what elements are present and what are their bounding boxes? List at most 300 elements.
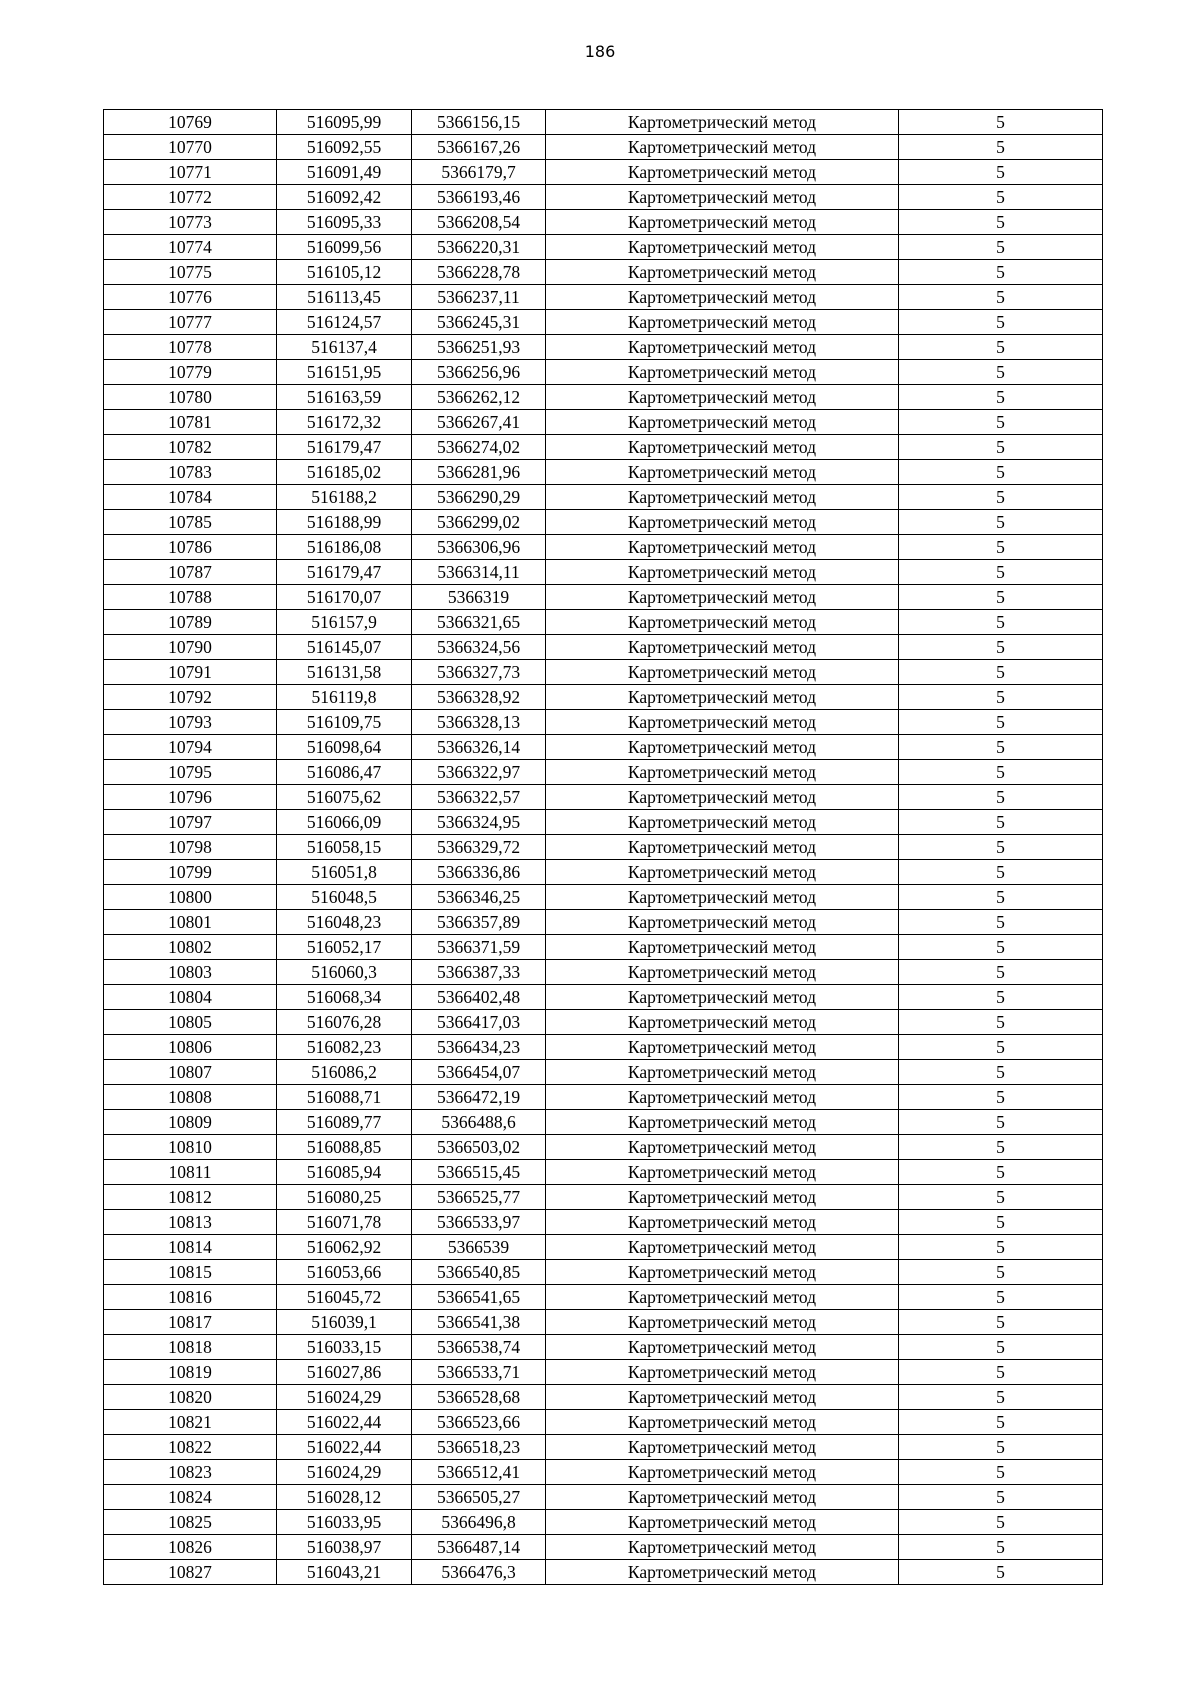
- y-coordinate-cell: 5366533,97: [412, 1210, 546, 1235]
- y-coordinate-cell: 5366274,02: [412, 435, 546, 460]
- y-coordinate-cell: 5366208,54: [412, 210, 546, 235]
- x-coordinate-cell: 516095,33: [277, 210, 412, 235]
- method-cell: Картометрический метод: [546, 1410, 899, 1435]
- accuracy-cell: 5: [899, 1110, 1103, 1135]
- table-row: [104, 1360, 1103, 1385]
- point-number-cell: 10779: [104, 360, 277, 385]
- accuracy-cell: 5: [899, 210, 1103, 235]
- y-coordinate-cell: 5366525,77: [412, 1185, 546, 1210]
- x-coordinate-cell: 516033,15: [277, 1335, 412, 1360]
- accuracy-cell: 5: [899, 1285, 1103, 1310]
- table-row: [104, 1510, 1103, 1535]
- point-number-cell: 10803: [104, 960, 277, 985]
- accuracy-cell: 5: [899, 485, 1103, 510]
- accuracy-cell: 5: [899, 1560, 1103, 1585]
- accuracy-cell: 5: [899, 335, 1103, 360]
- table-row: [104, 1235, 1103, 1260]
- x-coordinate-cell: 516119,8: [277, 685, 412, 710]
- table-row: [104, 260, 1103, 285]
- y-coordinate-cell: 5366541,38: [412, 1310, 546, 1335]
- table-row: [104, 360, 1103, 385]
- accuracy-cell: 5: [899, 735, 1103, 760]
- x-coordinate-cell: 516188,2: [277, 485, 412, 510]
- x-coordinate-cell: 516172,32: [277, 410, 412, 435]
- table-row: [104, 135, 1103, 160]
- method-cell: Картометрический метод: [546, 1535, 899, 1560]
- accuracy-cell: 5: [899, 610, 1103, 635]
- y-coordinate-cell: 5366251,93: [412, 335, 546, 360]
- point-number-cell: 10815: [104, 1260, 277, 1285]
- point-number-cell: 10825: [104, 1510, 277, 1535]
- method-cell: Картометрический метод: [546, 260, 899, 285]
- y-coordinate-cell: 5366193,46: [412, 185, 546, 210]
- accuracy-cell: 5: [899, 1060, 1103, 1085]
- x-coordinate-cell: 516080,25: [277, 1185, 412, 1210]
- point-number-cell: 10781: [104, 410, 277, 435]
- y-coordinate-cell: 5366328,13: [412, 710, 546, 735]
- x-coordinate-cell: 516062,92: [277, 1235, 412, 1260]
- table-row: [104, 110, 1103, 135]
- table-row: [104, 885, 1103, 910]
- method-cell: Картометрический метод: [546, 560, 899, 585]
- y-coordinate-cell: 5366262,12: [412, 385, 546, 410]
- table-row: [104, 1460, 1103, 1485]
- point-number-cell: 10824: [104, 1485, 277, 1510]
- point-number-cell: 10772: [104, 185, 277, 210]
- y-coordinate-cell: 5366245,31: [412, 310, 546, 335]
- y-coordinate-cell: 5366322,97: [412, 760, 546, 785]
- x-coordinate-cell: 516085,94: [277, 1160, 412, 1185]
- x-coordinate-cell: 516091,49: [277, 160, 412, 185]
- y-coordinate-cell: 5366371,59: [412, 935, 546, 960]
- point-number-cell: 10811: [104, 1160, 277, 1185]
- point-number-cell: 10808: [104, 1085, 277, 1110]
- y-coordinate-cell: 5366505,27: [412, 1485, 546, 1510]
- table-row: [104, 1310, 1103, 1335]
- y-coordinate-cell: 5366324,56: [412, 635, 546, 660]
- y-coordinate-cell: 5366402,48: [412, 985, 546, 1010]
- method-cell: Картометрический метод: [546, 1485, 899, 1510]
- y-coordinate-cell: 5366387,33: [412, 960, 546, 985]
- y-coordinate-cell: 5366496,8: [412, 1510, 546, 1535]
- accuracy-cell: 5: [899, 835, 1103, 860]
- accuracy-cell: 5: [899, 1135, 1103, 1160]
- point-number-cell: 10823: [104, 1460, 277, 1485]
- table-row: [104, 1385, 1103, 1410]
- table-row: [104, 1010, 1103, 1035]
- method-cell: Картометрический метод: [546, 360, 899, 385]
- y-coordinate-cell: 5366237,11: [412, 285, 546, 310]
- x-coordinate-cell: 516086,2: [277, 1060, 412, 1085]
- method-cell: Картометрический метод: [546, 1560, 899, 1585]
- method-cell: Картометрический метод: [546, 235, 899, 260]
- accuracy-cell: 5: [899, 1460, 1103, 1485]
- x-coordinate-cell: 516151,95: [277, 360, 412, 385]
- accuracy-cell: 5: [899, 185, 1103, 210]
- table-row: [104, 1285, 1103, 1310]
- accuracy-cell: 5: [899, 235, 1103, 260]
- x-coordinate-cell: 516131,58: [277, 660, 412, 685]
- accuracy-cell: 5: [899, 1435, 1103, 1460]
- x-coordinate-cell: 516075,62: [277, 785, 412, 810]
- point-number-cell: 10810: [104, 1135, 277, 1160]
- point-number-cell: 10807: [104, 1060, 277, 1085]
- y-coordinate-cell: 5366434,23: [412, 1035, 546, 1060]
- table-row: [104, 935, 1103, 960]
- table-row: [104, 860, 1103, 885]
- table-row: [104, 985, 1103, 1010]
- accuracy-cell: 5: [899, 685, 1103, 710]
- coordinates-table: [103, 109, 1103, 1585]
- x-coordinate-cell: 516137,4: [277, 335, 412, 360]
- table-row: [104, 1160, 1103, 1185]
- method-cell: Картометрический метод: [546, 1210, 899, 1235]
- method-cell: Картометрический метод: [546, 1335, 899, 1360]
- method-cell: Картометрический метод: [546, 1435, 899, 1460]
- method-cell: Картометрический метод: [546, 185, 899, 210]
- x-coordinate-cell: 516086,47: [277, 760, 412, 785]
- table-row: [104, 535, 1103, 560]
- x-coordinate-cell: 516027,86: [277, 1360, 412, 1385]
- method-cell: Картометрический метод: [546, 985, 899, 1010]
- x-coordinate-cell: 516048,23: [277, 910, 412, 935]
- y-coordinate-cell: 5366281,96: [412, 460, 546, 485]
- table-row: [104, 785, 1103, 810]
- x-coordinate-cell: 516024,29: [277, 1385, 412, 1410]
- method-cell: Картометрический метод: [546, 535, 899, 560]
- table-row: [104, 285, 1103, 310]
- x-coordinate-cell: 516039,1: [277, 1310, 412, 1335]
- y-coordinate-cell: 5366256,96: [412, 360, 546, 385]
- method-cell: Картометрический метод: [546, 460, 899, 485]
- method-cell: Картометрический метод: [546, 1460, 899, 1485]
- method-cell: Картометрический метод: [546, 510, 899, 535]
- x-coordinate-cell: 516053,66: [277, 1260, 412, 1285]
- point-number-cell: 10818: [104, 1335, 277, 1360]
- table-row: [104, 185, 1103, 210]
- method-cell: Картометрический метод: [546, 860, 899, 885]
- method-cell: Картометрический метод: [546, 135, 899, 160]
- accuracy-cell: 5: [899, 1485, 1103, 1510]
- method-cell: Картометрический метод: [546, 1160, 899, 1185]
- y-coordinate-cell: 5366488,6: [412, 1110, 546, 1135]
- accuracy-cell: 5: [899, 1210, 1103, 1235]
- table-row: [104, 235, 1103, 260]
- accuracy-cell: 5: [899, 160, 1103, 185]
- x-coordinate-cell: 516066,09: [277, 810, 412, 835]
- y-coordinate-cell: 5366539: [412, 1235, 546, 1260]
- method-cell: Картометрический метод: [546, 685, 899, 710]
- point-number-cell: 10798: [104, 835, 277, 860]
- method-cell: Картометрический метод: [546, 585, 899, 610]
- y-coordinate-cell: 5366321,65: [412, 610, 546, 635]
- y-coordinate-cell: 5366346,25: [412, 885, 546, 910]
- method-cell: Картометрический метод: [546, 635, 899, 660]
- point-number-cell: 10795: [104, 760, 277, 785]
- y-coordinate-cell: 5366336,86: [412, 860, 546, 885]
- accuracy-cell: 5: [899, 110, 1103, 135]
- table-row: [104, 635, 1103, 660]
- y-coordinate-cell: 5366324,95: [412, 810, 546, 835]
- accuracy-cell: 5: [899, 1535, 1103, 1560]
- accuracy-cell: 5: [899, 1035, 1103, 1060]
- y-coordinate-cell: 5366220,31: [412, 235, 546, 260]
- point-number-cell: 10786: [104, 535, 277, 560]
- table-row: [104, 460, 1103, 485]
- point-number-cell: 10796: [104, 785, 277, 810]
- x-coordinate-cell: 516095,99: [277, 110, 412, 135]
- point-number-cell: 10773: [104, 210, 277, 235]
- x-coordinate-cell: 516088,71: [277, 1085, 412, 1110]
- y-coordinate-cell: 5366327,73: [412, 660, 546, 685]
- x-coordinate-cell: 516048,5: [277, 885, 412, 910]
- y-coordinate-cell: 5366167,26: [412, 135, 546, 160]
- x-coordinate-cell: 516188,99: [277, 510, 412, 535]
- y-coordinate-cell: 5366179,7: [412, 160, 546, 185]
- y-coordinate-cell: 5366538,74: [412, 1335, 546, 1360]
- y-coordinate-cell: 5366299,02: [412, 510, 546, 535]
- table-row: [104, 1560, 1103, 1585]
- table-row: [104, 310, 1103, 335]
- accuracy-cell: 5: [899, 1010, 1103, 1035]
- point-number-cell: 10804: [104, 985, 277, 1010]
- y-coordinate-cell: 5366319: [412, 585, 546, 610]
- method-cell: Картометрический метод: [546, 1085, 899, 1110]
- point-number-cell: 10770: [104, 135, 277, 160]
- table-row: [104, 960, 1103, 985]
- x-coordinate-cell: 516170,07: [277, 585, 412, 610]
- x-coordinate-cell: 516092,42: [277, 185, 412, 210]
- point-number-cell: 10792: [104, 685, 277, 710]
- x-coordinate-cell: 516145,07: [277, 635, 412, 660]
- method-cell: Картометрический метод: [546, 610, 899, 635]
- point-number-cell: 10800: [104, 885, 277, 910]
- point-number-cell: 10826: [104, 1535, 277, 1560]
- point-number-cell: 10774: [104, 235, 277, 260]
- y-coordinate-cell: 5366326,14: [412, 735, 546, 760]
- method-cell: Картометрический метод: [546, 785, 899, 810]
- x-coordinate-cell: 516045,72: [277, 1285, 412, 1310]
- accuracy-cell: 5: [899, 935, 1103, 960]
- x-coordinate-cell: 516033,95: [277, 1510, 412, 1535]
- y-coordinate-cell: 5366454,07: [412, 1060, 546, 1085]
- table-row: [104, 1260, 1103, 1285]
- method-cell: Картометрический метод: [546, 735, 899, 760]
- accuracy-cell: 5: [899, 135, 1103, 160]
- accuracy-cell: 5: [899, 760, 1103, 785]
- accuracy-cell: 5: [899, 860, 1103, 885]
- accuracy-cell: 5: [899, 435, 1103, 460]
- x-coordinate-cell: 516113,45: [277, 285, 412, 310]
- table-row: [104, 810, 1103, 835]
- point-number-cell: 10820: [104, 1385, 277, 1410]
- method-cell: Картометрический метод: [546, 310, 899, 335]
- x-coordinate-cell: 516179,47: [277, 435, 412, 460]
- accuracy-cell: 5: [899, 460, 1103, 485]
- accuracy-cell: 5: [899, 985, 1103, 1010]
- y-coordinate-cell: 5366515,45: [412, 1160, 546, 1185]
- y-coordinate-cell: 5366541,65: [412, 1285, 546, 1310]
- accuracy-cell: 5: [899, 1085, 1103, 1110]
- x-coordinate-cell: 516088,85: [277, 1135, 412, 1160]
- method-cell: Картометрический метод: [546, 1260, 899, 1285]
- y-coordinate-cell: 5366528,68: [412, 1385, 546, 1410]
- method-cell: Картометрический метод: [546, 410, 899, 435]
- y-coordinate-cell: 5366503,02: [412, 1135, 546, 1160]
- accuracy-cell: 5: [899, 885, 1103, 910]
- y-coordinate-cell: 5366267,41: [412, 410, 546, 435]
- x-coordinate-cell: 516060,3: [277, 960, 412, 985]
- point-number-cell: 10793: [104, 710, 277, 735]
- table-row: [104, 1435, 1103, 1460]
- table-row: [104, 610, 1103, 635]
- method-cell: Картометрический метод: [546, 885, 899, 910]
- method-cell: Картометрический метод: [546, 210, 899, 235]
- method-cell: Картометрический метод: [546, 1360, 899, 1385]
- table-row: [104, 1210, 1103, 1235]
- accuracy-cell: 5: [899, 1360, 1103, 1385]
- x-coordinate-cell: 516068,34: [277, 985, 412, 1010]
- x-coordinate-cell: 516089,77: [277, 1110, 412, 1135]
- y-coordinate-cell: 5366476,3: [412, 1560, 546, 1585]
- table-row: [104, 910, 1103, 935]
- method-cell: Картометрический метод: [546, 760, 899, 785]
- table-row: [104, 1535, 1103, 1560]
- method-cell: Картометрический метод: [546, 1135, 899, 1160]
- table-row: [104, 510, 1103, 535]
- point-number-cell: 10785: [104, 510, 277, 535]
- page-number: 186: [584, 42, 616, 61]
- point-number-cell: 10799: [104, 860, 277, 885]
- table-row: [104, 585, 1103, 610]
- x-coordinate-cell: 516038,97: [277, 1535, 412, 1560]
- point-number-cell: 10813: [104, 1210, 277, 1235]
- method-cell: Картометрический метод: [546, 1060, 899, 1085]
- x-coordinate-cell: 516022,44: [277, 1410, 412, 1435]
- point-number-cell: 10775: [104, 260, 277, 285]
- method-cell: Картометрический метод: [546, 160, 899, 185]
- method-cell: Картометрический метод: [546, 435, 899, 460]
- x-coordinate-cell: 516071,78: [277, 1210, 412, 1235]
- table-row: [104, 835, 1103, 860]
- y-coordinate-cell: 5366472,19: [412, 1085, 546, 1110]
- point-number-cell: 10789: [104, 610, 277, 635]
- y-coordinate-cell: 5366518,23: [412, 1435, 546, 1460]
- table-row: [104, 660, 1103, 685]
- table-row: [104, 1485, 1103, 1510]
- y-coordinate-cell: 5366314,11: [412, 560, 546, 585]
- y-coordinate-cell: 5366329,72: [412, 835, 546, 860]
- method-cell: Картометрический метод: [546, 110, 899, 135]
- point-number-cell: 10814: [104, 1235, 277, 1260]
- accuracy-cell: 5: [899, 360, 1103, 385]
- point-number-cell: 10821: [104, 1410, 277, 1435]
- accuracy-cell: 5: [899, 1385, 1103, 1410]
- point-number-cell: 10797: [104, 810, 277, 835]
- table-row: [104, 1035, 1103, 1060]
- point-number-cell: 10790: [104, 635, 277, 660]
- accuracy-cell: 5: [899, 585, 1103, 610]
- x-coordinate-cell: 516052,17: [277, 935, 412, 960]
- method-cell: Картометрический метод: [546, 1010, 899, 1035]
- point-number-cell: 10780: [104, 385, 277, 410]
- table-row: [104, 560, 1103, 585]
- point-number-cell: 10817: [104, 1310, 277, 1335]
- accuracy-cell: 5: [899, 660, 1103, 685]
- point-number-cell: 10812: [104, 1185, 277, 1210]
- accuracy-cell: 5: [899, 385, 1103, 410]
- method-cell: Картометрический метод: [546, 1035, 899, 1060]
- accuracy-cell: 5: [899, 785, 1103, 810]
- method-cell: Картометрический метод: [546, 960, 899, 985]
- y-coordinate-cell: 5366290,29: [412, 485, 546, 510]
- method-cell: Картометрический метод: [546, 1310, 899, 1335]
- accuracy-cell: 5: [899, 910, 1103, 935]
- method-cell: Картометрический метод: [546, 710, 899, 735]
- x-coordinate-cell: 516051,8: [277, 860, 412, 885]
- method-cell: Картометрический метод: [546, 935, 899, 960]
- table-row: [104, 1060, 1103, 1085]
- y-coordinate-cell: 5366512,41: [412, 1460, 546, 1485]
- x-coordinate-cell: 516105,12: [277, 260, 412, 285]
- x-coordinate-cell: 516185,02: [277, 460, 412, 485]
- accuracy-cell: 5: [899, 1260, 1103, 1285]
- point-number-cell: 10822: [104, 1435, 277, 1460]
- point-number-cell: 10805: [104, 1010, 277, 1035]
- point-number-cell: 10778: [104, 335, 277, 360]
- point-number-cell: 10801: [104, 910, 277, 935]
- x-coordinate-cell: 516124,57: [277, 310, 412, 335]
- accuracy-cell: 5: [899, 285, 1103, 310]
- table-row: [104, 435, 1103, 460]
- table-row: [104, 160, 1103, 185]
- accuracy-cell: 5: [899, 260, 1103, 285]
- y-coordinate-cell: 5366228,78: [412, 260, 546, 285]
- x-coordinate-cell: 516028,12: [277, 1485, 412, 1510]
- y-coordinate-cell: 5366322,57: [412, 785, 546, 810]
- method-cell: Картометрический метод: [546, 1385, 899, 1410]
- table-row: [104, 1185, 1103, 1210]
- y-coordinate-cell: 5366328,92: [412, 685, 546, 710]
- accuracy-cell: 5: [899, 1335, 1103, 1360]
- y-coordinate-cell: 5366156,15: [412, 110, 546, 135]
- method-cell: Картометрический метод: [546, 1235, 899, 1260]
- x-coordinate-cell: 516157,9: [277, 610, 412, 635]
- point-number-cell: 10769: [104, 110, 277, 135]
- x-coordinate-cell: 516109,75: [277, 710, 412, 735]
- y-coordinate-cell: 5366533,71: [412, 1360, 546, 1385]
- x-coordinate-cell: 516082,23: [277, 1035, 412, 1060]
- method-cell: Картометрический метод: [546, 1185, 899, 1210]
- method-cell: Картометрический метод: [546, 1110, 899, 1135]
- point-number-cell: 10809: [104, 1110, 277, 1135]
- method-cell: Картометрический метод: [546, 335, 899, 360]
- x-coordinate-cell: 516024,29: [277, 1460, 412, 1485]
- y-coordinate-cell: 5366523,66: [412, 1410, 546, 1435]
- method-cell: Картометрический метод: [546, 660, 899, 685]
- method-cell: Картометрический метод: [546, 485, 899, 510]
- point-number-cell: 10784: [104, 485, 277, 510]
- method-cell: Картометрический метод: [546, 835, 899, 860]
- table-row: [104, 735, 1103, 760]
- method-cell: Картометрический метод: [546, 1510, 899, 1535]
- point-number-cell: 10819: [104, 1360, 277, 1385]
- accuracy-cell: 5: [899, 1410, 1103, 1435]
- y-coordinate-cell: 5366487,14: [412, 1535, 546, 1560]
- point-number-cell: 10791: [104, 660, 277, 685]
- method-cell: Картометрический метод: [546, 385, 899, 410]
- table-row: [104, 485, 1103, 510]
